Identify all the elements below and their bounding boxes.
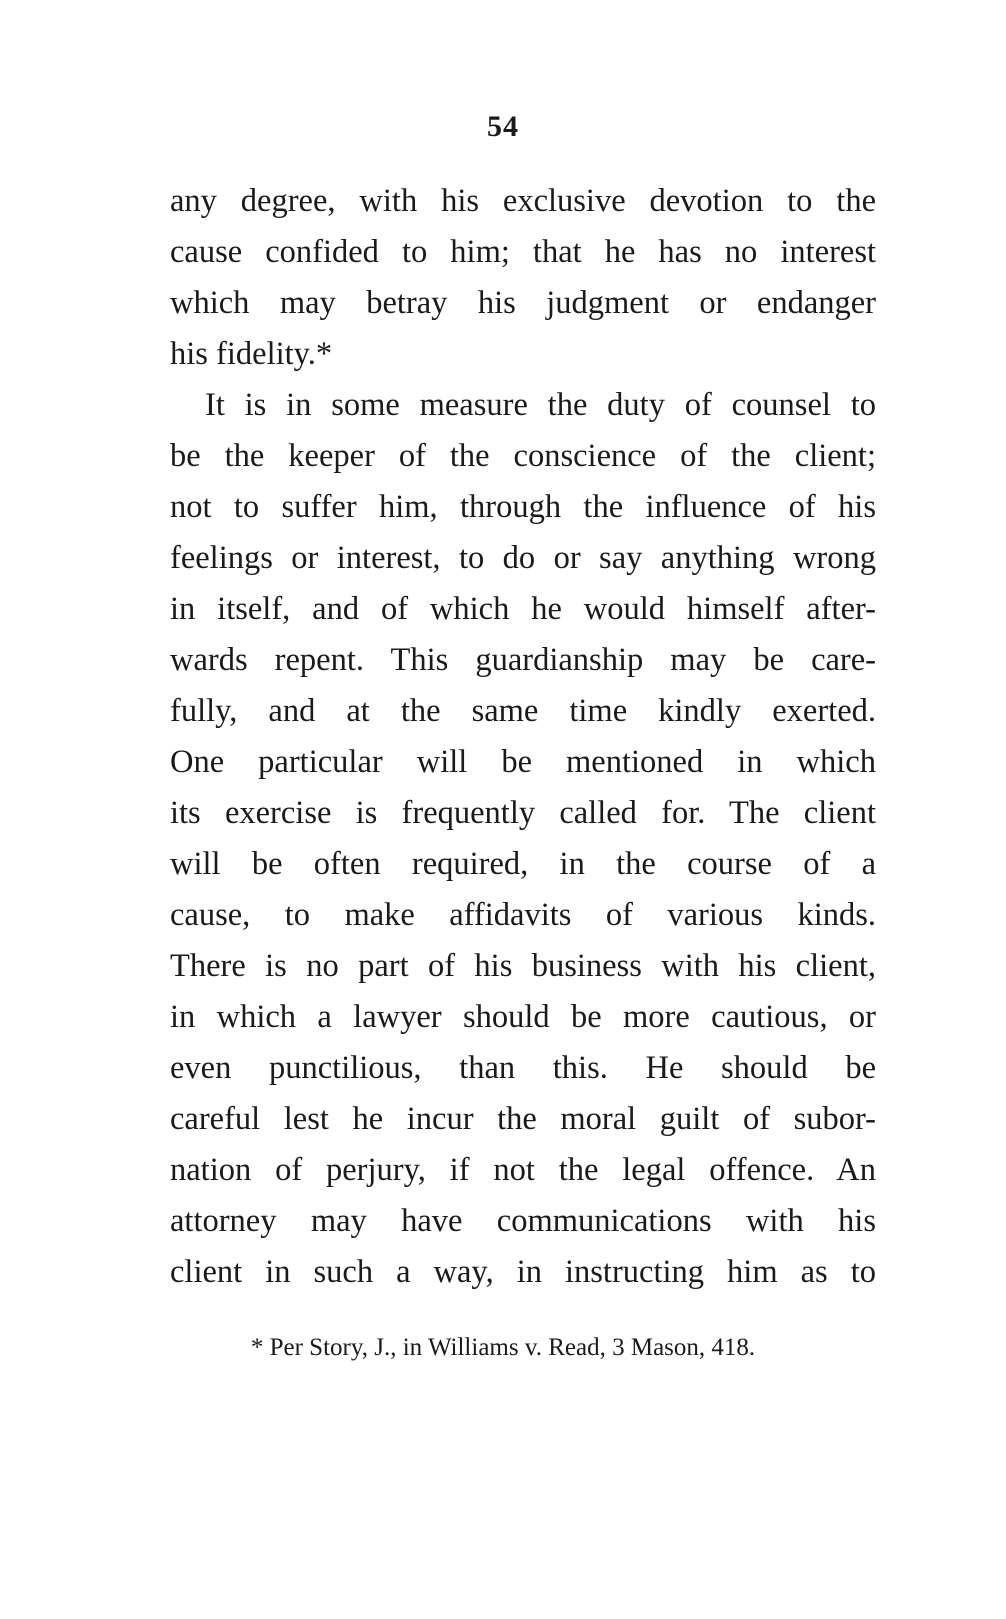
- text-line: in itself, and of which he would himself after-: [170, 591, 876, 627]
- text-line: even punctilious, than this. He should be: [170, 1050, 876, 1086]
- text-line: There is no part of his business with his client,: [170, 948, 876, 984]
- text-line: fully, and at the same time kindly exerted.: [170, 693, 876, 729]
- text-line: cause confided to him; that he has no interest: [170, 234, 876, 270]
- footnote: * Per Story, J., in Williams v. Read, 3 Mason, 418.: [250, 1334, 756, 1361]
- text-line: which may betray his judgment or endanger: [170, 285, 876, 321]
- text-line: One particular will be mentioned in which: [170, 744, 876, 780]
- text-line: It is in some measure the duty of counsel to: [205, 387, 876, 423]
- text-line: feelings or interest, to do or say anything wrong: [170, 540, 876, 576]
- page-number: 54: [487, 110, 519, 143]
- text-line: cause, to make affidavits of various kinds.: [170, 897, 876, 933]
- text-line: its exercise is frequently called for. The client: [170, 795, 876, 831]
- text-line: in which a lawyer should be more cautious, or: [170, 999, 876, 1035]
- text-line: any degree, with his exclusive devotion to the: [170, 183, 876, 219]
- text-line: client in such a way, in instructing him as to: [170, 1254, 876, 1290]
- text-line: nation of perjury, if not the legal offence. An: [170, 1152, 876, 1188]
- text-line: will be often required, in the course of a: [170, 846, 876, 882]
- text-line: wards repent. This guardianship may be care-: [170, 642, 876, 678]
- paragraph-2: [170, 380, 876, 1298]
- text-line: careful lest he incur the moral guilt of subor-: [170, 1101, 876, 1137]
- text-line: attorney may have communications with his: [170, 1203, 876, 1239]
- text-line: not to suffer him, through the influence of his: [170, 489, 876, 525]
- text-line: his fidelity.*: [170, 336, 333, 372]
- paragraph-1: [170, 176, 876, 380]
- text-line: be the keeper of the conscience of the client;: [170, 438, 876, 474]
- body-text: [170, 176, 876, 1298]
